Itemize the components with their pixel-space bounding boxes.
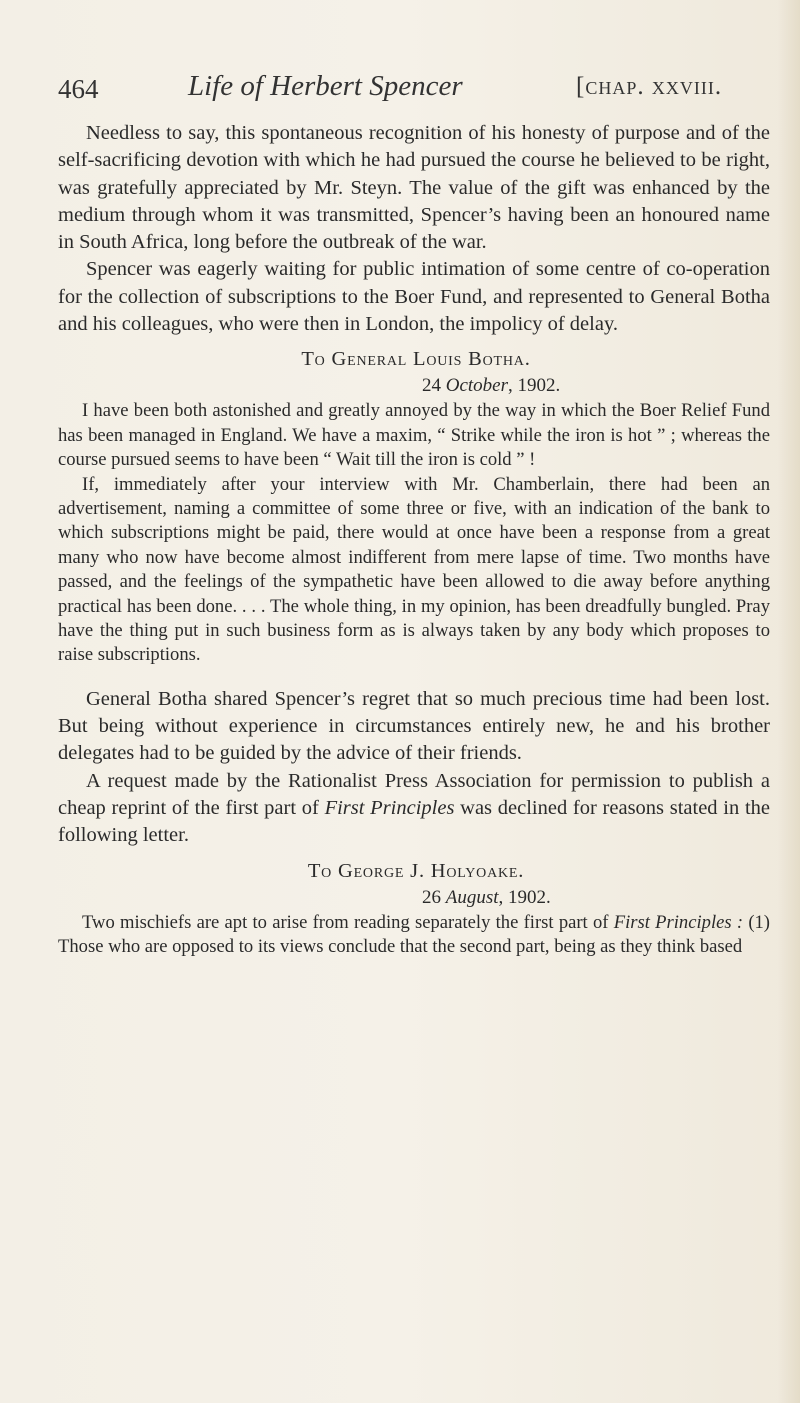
paragraph-3: General Botha shared Spencer’s regret that so much precious time had been lost. But being without experience in circumstances entirely new, he and his brother delegates had to be guided by the advice of their friends. [58,687,770,765]
section-spacer [58,668,770,686]
page-number: 464 [58,74,99,104]
letter-1-date [58,373,770,399]
paragraph-4 [58,768,770,850]
letter-2-book-title: First Principles : [613,911,744,933]
page-edge-shadow [778,0,800,1403]
paragraph-4-start: A request made by the Rationalist Press Association for permission to publish a cheap reprint of the first part of [58,769,770,820]
paragraph-2: Spencer was eagerly waiting for public intimation of some centre of co-operation for the collection of subscriptions to the Boer Fund, and represented to General Botha and his colleagues, who were then in London, the impolicy of delay. [58,258,770,336]
letter-2-paragraph-1-start: Two mischiefs are apt to arise from reading separately the first part of [82,911,614,933]
letter-1-paragraph-2: If, immediately after your interview with Mr. Chamberlain, there had been an advertisement, naming a committee of some three or five, with an indication of the bank to which subscriptions might be paid, there would at once have been a response from a great many who now have become almost indifferent from mere lapse of time. Two months have passed, and the feelings of the sympathetic have been allowed to die away before anything practical has been done. . . . The whole thing, in my opinion, has been dreadfully bungled. Pray have the thing put in such business form as is always taken by any body which proposes to raise subscriptions. [58,473,770,666]
paragraph-1: Needless to say, this spontaneous recognition of his honesty of purpose and of the self-sacrificing devotion with which he had pursued the course he believed to be right, was gratefully appreciated by Mr. Steyn. The value of the gift was enhanced by the medium through whom it was transmitted, Spencer’s having been an honoured name in South Africa, long before the outbreak of the war. [58,122,770,254]
letter-2-date [58,885,770,911]
paragraph-4-book-title: First Principles [324,797,455,820]
letter-2-heading: To George J. Holyoake. [307,859,525,882]
letter-2-paragraph-1 [58,911,770,960]
letter-1-heading: To General Louis Botha. [301,348,531,371]
letter-2-date-year: , 1902. [498,886,551,908]
page-body [58,120,770,959]
letter-1-date-month: October [445,375,509,397]
running-title: Life of Herbert Spencer [188,70,463,102]
letter-2-paragraph-1-end: (1) Those who are opposed to its views conclude that the second part, being as they think based [58,911,771,958]
letter-1-paragraph-1: I have been both astonished and greatly annoyed by the way in which the Boer Relief Fund has been managed in England. We have a maxim, “ Strike while the iron is hot ” ; whereas the course pursued seems to have been “ Wait till the iron is cold ” ! [58,400,770,471]
letter-2-date-day: 26 [422,886,446,908]
letter-1-date-year: , 1902. [508,375,561,397]
chapter-label: [chap. xxviii. [576,73,723,100]
paragraph-4-end: was declined for reasons stated in the following letter. [58,797,770,847]
letter-1-date-day: 24 [422,375,446,397]
running-header [58,70,770,114]
letter-2-date-month: August [445,886,499,908]
